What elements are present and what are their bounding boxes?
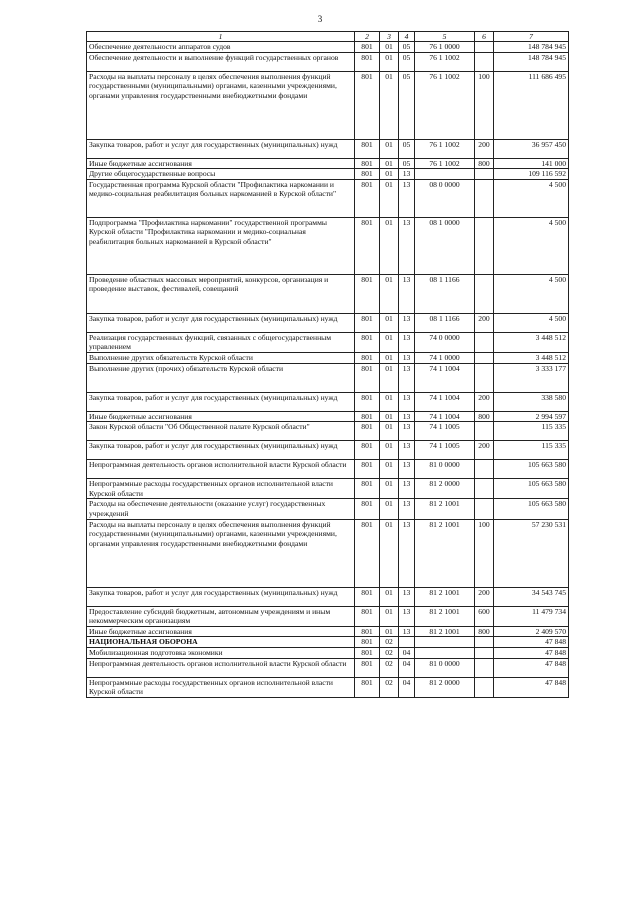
row-subsection: 13 bbox=[399, 217, 415, 274]
row-ministry: 801 bbox=[355, 52, 380, 71]
row-name: Закупка товаров, работ и услуг для государственных (муниципальных) нужд bbox=[87, 139, 355, 158]
table-row bbox=[87, 637, 569, 648]
row-target: 81 2 1001 bbox=[415, 626, 475, 637]
row-subsection: 13 bbox=[399, 411, 415, 422]
row-section: 01 bbox=[380, 169, 399, 180]
table-row bbox=[87, 587, 569, 606]
row-subsection: 13 bbox=[399, 441, 415, 460]
row-amount: 4 500 bbox=[494, 179, 569, 217]
table-row bbox=[87, 52, 569, 71]
row-subsection: 13 bbox=[399, 606, 415, 626]
row-type bbox=[475, 352, 494, 363]
row-section: 01 bbox=[380, 332, 399, 352]
row-section: 01 bbox=[380, 392, 399, 411]
row-subsection: 13 bbox=[399, 587, 415, 606]
table-row bbox=[87, 677, 569, 697]
row-ministry: 801 bbox=[355, 677, 380, 697]
row-section: 01 bbox=[380, 52, 399, 71]
row-ministry: 801 bbox=[355, 519, 380, 587]
row-subsection: 13 bbox=[399, 479, 415, 499]
table-row bbox=[87, 71, 569, 139]
row-name: Непрограммные расходы государственных органов исполнительной власти Курской области bbox=[87, 677, 355, 697]
row-type: 800 bbox=[475, 158, 494, 169]
row-subsection: 05 bbox=[399, 52, 415, 71]
row-name: Закупка товаров, работ и услуг для государственных (муниципальных) нужд bbox=[87, 587, 355, 606]
row-type bbox=[475, 274, 494, 313]
row-name: Расходы на обеспечение деятельности (оказание услуг) государственных учреждений bbox=[87, 499, 355, 519]
table-row bbox=[87, 169, 569, 180]
row-section: 01 bbox=[380, 460, 399, 479]
row-target: 81 0 0000 bbox=[415, 460, 475, 479]
row-ministry: 801 bbox=[355, 422, 380, 441]
row-name: Непрограммная деятельность органов исполнительной власти Курской области bbox=[87, 460, 355, 479]
row-name: Иные бюджетные ассигнования bbox=[87, 626, 355, 637]
row-target: 74 1 1004 bbox=[415, 411, 475, 422]
row-name: Выполнение других обязательств Курской области bbox=[87, 352, 355, 363]
row-target: 81 2 0000 bbox=[415, 677, 475, 697]
row-target: 81 2 1001 bbox=[415, 587, 475, 606]
row-ministry: 801 bbox=[355, 217, 380, 274]
row-type bbox=[475, 422, 494, 441]
col-header-target: 5 bbox=[415, 32, 475, 42]
row-section: 01 bbox=[380, 411, 399, 422]
table-row bbox=[87, 658, 569, 677]
row-ministry: 801 bbox=[355, 637, 380, 648]
row-amount: 2 409 570 bbox=[494, 626, 569, 637]
row-type: 200 bbox=[475, 139, 494, 158]
row-section: 02 bbox=[380, 658, 399, 677]
table-row bbox=[87, 626, 569, 637]
row-ministry: 801 bbox=[355, 363, 380, 392]
row-section: 01 bbox=[380, 587, 399, 606]
row-amount: 141 000 bbox=[494, 158, 569, 169]
row-subsection: 13 bbox=[399, 460, 415, 479]
row-ministry: 801 bbox=[355, 460, 380, 479]
row-section: 01 bbox=[380, 274, 399, 313]
page-number: 3 bbox=[317, 14, 323, 24]
row-subsection: 05 bbox=[399, 71, 415, 139]
row-ministry: 801 bbox=[355, 42, 380, 53]
row-amount: 36 957 450 bbox=[494, 139, 569, 158]
row-type bbox=[475, 363, 494, 392]
row-amount: 3 448 512 bbox=[494, 332, 569, 352]
row-section: 02 bbox=[380, 647, 399, 658]
table-body bbox=[87, 42, 569, 698]
row-ministry: 801 bbox=[355, 179, 380, 217]
row-type: 200 bbox=[475, 441, 494, 460]
row-amount: 34 543 745 bbox=[494, 587, 569, 606]
col-header-section: 3 bbox=[380, 32, 399, 42]
budget-table bbox=[86, 31, 569, 698]
table-row bbox=[87, 42, 569, 53]
row-target: 74 1 0000 bbox=[415, 352, 475, 363]
row-ministry: 801 bbox=[355, 169, 380, 180]
row-section: 01 bbox=[380, 499, 399, 519]
row-section: 02 bbox=[380, 677, 399, 697]
row-name: Выполнение других (прочих) обязательств Курской области bbox=[87, 363, 355, 392]
row-subsection: 04 bbox=[399, 677, 415, 697]
col-header-subsection: 4 bbox=[399, 32, 415, 42]
row-amount: 111 686 495 bbox=[494, 71, 569, 139]
row-name: Непрограммные расходы государственных органов исполнительной власти Курской области bbox=[87, 479, 355, 499]
row-type bbox=[475, 42, 494, 53]
col-header-type: 6 bbox=[475, 32, 494, 42]
row-amount: 3 333 177 bbox=[494, 363, 569, 392]
row-target: 74 0 0000 bbox=[415, 332, 475, 352]
row-name: Закупка товаров, работ и услуг для государственных (муниципальных) нужд bbox=[87, 313, 355, 332]
row-name: Проведение областных массовых мероприятий, конкурсов, организация и проведение выставок, фестивалей, совещаний bbox=[87, 274, 355, 313]
row-type: 200 bbox=[475, 313, 494, 332]
row-target: 76 1 1002 bbox=[415, 71, 475, 139]
row-target: 76 1 1002 bbox=[415, 139, 475, 158]
row-subsection: 13 bbox=[399, 363, 415, 392]
row-amount: 47 848 bbox=[494, 637, 569, 648]
row-target: 76 1 0000 bbox=[415, 42, 475, 53]
row-name: Закупка товаров, работ и услуг для государственных (муниципальных) нужд bbox=[87, 392, 355, 411]
row-name: Обеспечение деятельности и выполнение функций государственных органов bbox=[87, 52, 355, 71]
row-section: 01 bbox=[380, 313, 399, 332]
col-header-amount: 7 bbox=[494, 32, 569, 42]
header-row bbox=[87, 32, 569, 42]
row-section: 01 bbox=[380, 352, 399, 363]
table-row bbox=[87, 479, 569, 499]
row-amount: 11 479 734 bbox=[494, 606, 569, 626]
row-ministry: 801 bbox=[355, 139, 380, 158]
table-row bbox=[87, 179, 569, 217]
row-amount: 2 994 597 bbox=[494, 411, 569, 422]
table-row bbox=[87, 460, 569, 479]
row-subsection: 13 bbox=[399, 179, 415, 217]
row-ministry: 801 bbox=[355, 587, 380, 606]
row-name: Расходы на выплаты персоналу в целях обеспечения выполнения функций государственными (муниципальными) органами, казенными учреждениями, органами управления государственными внебюджетными фондами bbox=[87, 519, 355, 587]
row-type bbox=[475, 637, 494, 648]
row-type: 800 bbox=[475, 626, 494, 637]
row-target: 81 2 1001 bbox=[415, 519, 475, 587]
row-subsection: 05 bbox=[399, 139, 415, 158]
row-target: 81 0 0000 bbox=[415, 658, 475, 677]
row-name: Иные бюджетные ассигнования bbox=[87, 411, 355, 422]
row-amount: 4 500 bbox=[494, 313, 569, 332]
row-target: 76 1 1002 bbox=[415, 52, 475, 71]
row-target: 76 1 1002 bbox=[415, 158, 475, 169]
row-section: 01 bbox=[380, 179, 399, 217]
row-target: 81 2 0000 bbox=[415, 479, 475, 499]
row-type: 200 bbox=[475, 587, 494, 606]
row-name: Подпрограмма "Профилактика наркомании" государственной программы Курской области "Профилактика наркомании и медико-социальная реабилитация больных наркоманией в Курской области" bbox=[87, 217, 355, 274]
row-type bbox=[475, 332, 494, 352]
table-row bbox=[87, 519, 569, 587]
row-subsection: 13 bbox=[399, 499, 415, 519]
row-ministry: 801 bbox=[355, 626, 380, 637]
row-subsection: 13 bbox=[399, 169, 415, 180]
table-row bbox=[87, 313, 569, 332]
row-subsection: 04 bbox=[399, 647, 415, 658]
row-target: 81 2 1001 bbox=[415, 606, 475, 626]
table-row bbox=[87, 332, 569, 352]
row-ministry: 801 bbox=[355, 392, 380, 411]
row-section: 01 bbox=[380, 422, 399, 441]
col-header-name: 1 bbox=[87, 32, 355, 42]
table-row bbox=[87, 363, 569, 392]
row-amount: 47 848 bbox=[494, 677, 569, 697]
row-name: Закон Курской области "Об Общественной палате Курской области" bbox=[87, 422, 355, 441]
row-subsection: 13 bbox=[399, 274, 415, 313]
row-section: 01 bbox=[380, 626, 399, 637]
row-type bbox=[475, 658, 494, 677]
row-amount: 105 663 580 bbox=[494, 460, 569, 479]
table-row bbox=[87, 274, 569, 313]
row-subsection bbox=[399, 637, 415, 648]
row-ministry: 801 bbox=[355, 332, 380, 352]
table-row bbox=[87, 352, 569, 363]
row-ministry: 801 bbox=[355, 313, 380, 332]
row-amount: 115 335 bbox=[494, 441, 569, 460]
row-type bbox=[475, 460, 494, 479]
row-subsection: 13 bbox=[399, 422, 415, 441]
table-row bbox=[87, 411, 569, 422]
table-row bbox=[87, 606, 569, 626]
row-amount: 57 230 531 bbox=[494, 519, 569, 587]
row-target bbox=[415, 637, 475, 648]
table-row bbox=[87, 139, 569, 158]
row-section: 01 bbox=[380, 139, 399, 158]
row-name: Реализация государственных функций, связанных с общегосударственным управлением bbox=[87, 332, 355, 352]
row-target bbox=[415, 169, 475, 180]
row-section: 01 bbox=[380, 42, 399, 53]
row-section: 01 bbox=[380, 606, 399, 626]
row-target: 74 1 1004 bbox=[415, 363, 475, 392]
row-subsection: 13 bbox=[399, 626, 415, 637]
row-target: 74 1 1004 bbox=[415, 392, 475, 411]
table-row bbox=[87, 441, 569, 460]
row-ministry: 801 bbox=[355, 352, 380, 363]
row-name: НАЦИОНАЛЬНАЯ ОБОРОНА bbox=[87, 637, 355, 648]
row-section: 01 bbox=[380, 71, 399, 139]
row-type bbox=[475, 52, 494, 71]
row-ministry: 801 bbox=[355, 411, 380, 422]
row-target: 08 1 1166 bbox=[415, 274, 475, 313]
row-type: 800 bbox=[475, 411, 494, 422]
table-row bbox=[87, 158, 569, 169]
row-target: 74 1 1005 bbox=[415, 422, 475, 441]
row-ministry: 801 bbox=[355, 658, 380, 677]
row-subsection: 04 bbox=[399, 658, 415, 677]
row-section: 02 bbox=[380, 637, 399, 648]
row-name: Предоставление субсидий бюджетным, автономным учреждениям и иным некоммерческим организациям bbox=[87, 606, 355, 626]
row-name: Мобилизационная подготовка экономики bbox=[87, 647, 355, 658]
table-row bbox=[87, 217, 569, 274]
row-amount: 148 784 945 bbox=[494, 52, 569, 71]
row-type bbox=[475, 499, 494, 519]
row-subsection: 13 bbox=[399, 352, 415, 363]
row-ministry: 801 bbox=[355, 71, 380, 139]
row-target: 08 1 0000 bbox=[415, 217, 475, 274]
row-type bbox=[475, 479, 494, 499]
row-name: Расходы на выплаты персоналу в целях обеспечения выполнения функций государственными (муниципальными) органами, казенными учреждениями, органами управления государственными внебюджетными фондами bbox=[87, 71, 355, 139]
row-amount: 3 448 512 bbox=[494, 352, 569, 363]
row-subsection: 13 bbox=[399, 313, 415, 332]
row-name: Непрограммная деятельность органов исполнительной власти Курской области bbox=[87, 658, 355, 677]
row-section: 01 bbox=[380, 441, 399, 460]
row-section: 01 bbox=[380, 363, 399, 392]
row-subsection: 05 bbox=[399, 42, 415, 53]
col-header-ministry: 2 bbox=[355, 32, 380, 42]
row-section: 01 bbox=[380, 519, 399, 587]
row-amount: 148 784 945 bbox=[494, 42, 569, 53]
table-row bbox=[87, 647, 569, 658]
row-amount: 47 848 bbox=[494, 647, 569, 658]
table-row bbox=[87, 422, 569, 441]
row-section: 01 bbox=[380, 158, 399, 169]
row-type: 100 bbox=[475, 71, 494, 139]
row-type bbox=[475, 647, 494, 658]
row-name: Обеспечение деятельности аппаратов судов bbox=[87, 42, 355, 53]
row-ministry: 801 bbox=[355, 274, 380, 313]
row-amount: 105 663 580 bbox=[494, 479, 569, 499]
row-name: Государственная программа Курской области "Профилактика наркомании и медико-социальная реабилитация больных наркоманией в Курской области" bbox=[87, 179, 355, 217]
row-name: Иные бюджетные ассигнования bbox=[87, 158, 355, 169]
table-row bbox=[87, 499, 569, 519]
row-amount: 105 663 580 bbox=[494, 499, 569, 519]
row-target bbox=[415, 647, 475, 658]
row-target: 08 1 1166 bbox=[415, 313, 475, 332]
table-row bbox=[87, 392, 569, 411]
row-ministry: 801 bbox=[355, 647, 380, 658]
row-target: 81 2 1001 bbox=[415, 499, 475, 519]
row-ministry: 801 bbox=[355, 499, 380, 519]
row-section: 01 bbox=[380, 217, 399, 274]
row-type: 100 bbox=[475, 519, 494, 587]
row-name: Закупка товаров, работ и услуг для государственных (муниципальных) нужд bbox=[87, 441, 355, 460]
row-section: 01 bbox=[380, 479, 399, 499]
row-type: 200 bbox=[475, 392, 494, 411]
row-amount: 338 580 bbox=[494, 392, 569, 411]
row-ministry: 801 bbox=[355, 479, 380, 499]
row-subsection: 05 bbox=[399, 158, 415, 169]
row-amount: 109 116 592 bbox=[494, 169, 569, 180]
row-type bbox=[475, 169, 494, 180]
row-type: 600 bbox=[475, 606, 494, 626]
row-ministry: 801 bbox=[355, 158, 380, 169]
row-subsection: 13 bbox=[399, 332, 415, 352]
row-subsection: 13 bbox=[399, 392, 415, 411]
row-amount: 4 500 bbox=[494, 217, 569, 274]
row-target: 74 1 1005 bbox=[415, 441, 475, 460]
row-amount: 115 335 bbox=[494, 422, 569, 441]
row-type bbox=[475, 179, 494, 217]
row-amount: 4 500 bbox=[494, 274, 569, 313]
row-ministry: 801 bbox=[355, 606, 380, 626]
row-name: Другие общегосударственные вопросы bbox=[87, 169, 355, 180]
row-type bbox=[475, 217, 494, 274]
row-ministry: 801 bbox=[355, 441, 380, 460]
row-amount: 47 848 bbox=[494, 658, 569, 677]
row-subsection: 13 bbox=[399, 519, 415, 587]
row-type bbox=[475, 677, 494, 697]
row-target: 08 0 0000 bbox=[415, 179, 475, 217]
